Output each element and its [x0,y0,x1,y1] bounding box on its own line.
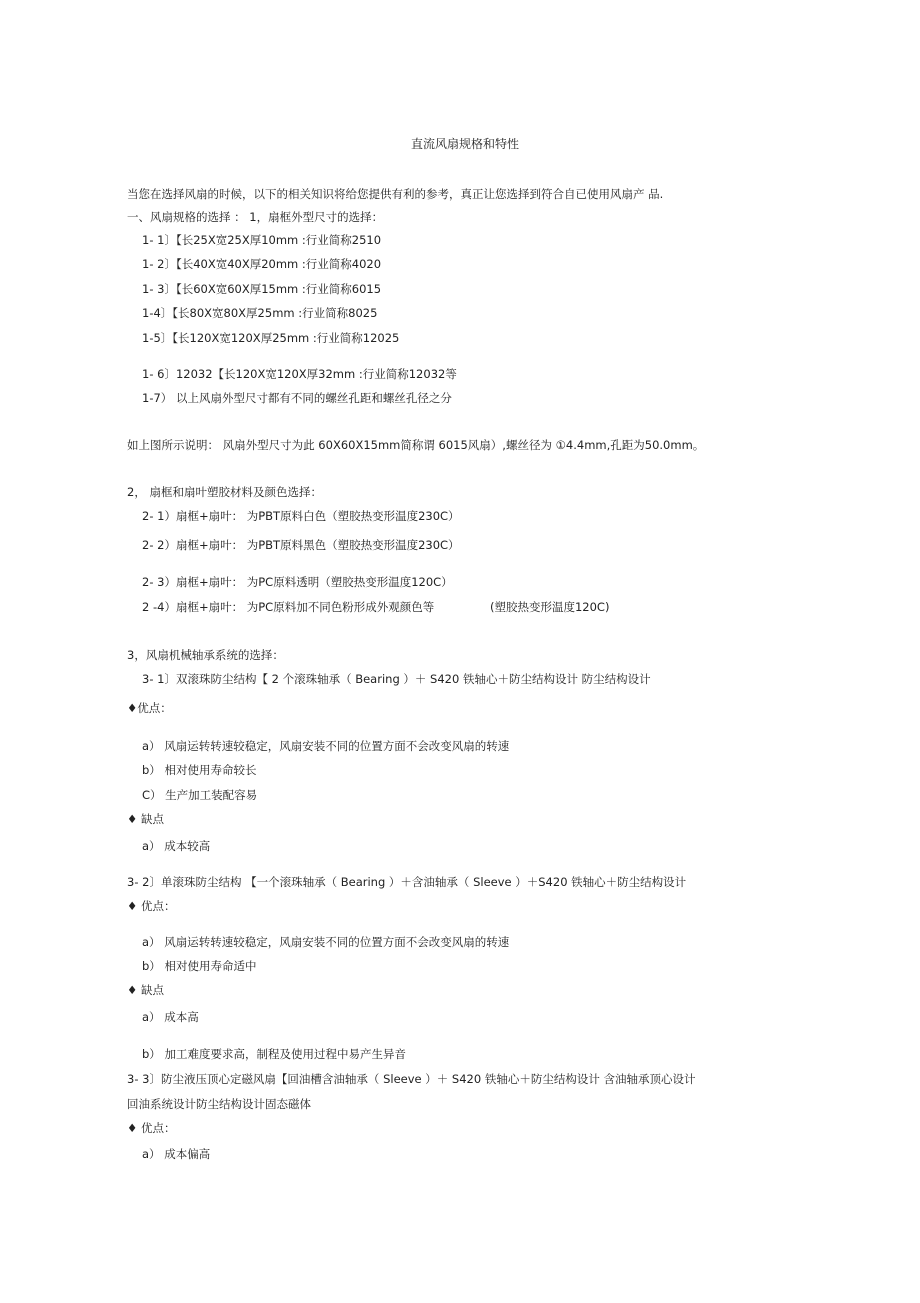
list-item: a） 成本偏高 [142,1147,211,1161]
pros-label: ♦ 优点： [127,1121,176,1135]
list-item: b） 相对使用寿命适中 [142,959,257,973]
section-3-heading: 3，风扇机械轴承系统的选择： [127,648,284,662]
list-item: 1-4〕【长80X宽80X厚25mm :行业简称8025 [142,306,378,320]
list-item: a） 风扇运转转速较稳定，风扇安装不同的位置方面不会改变风扇的转速 [142,739,510,753]
list-item-note: (塑胶热变形温度120C) [490,600,610,614]
list-item: b） 加工难度要求高，制程及使用过程中易产生异音 [142,1047,406,1061]
list-item: 2- 2）扇框+扇叶： 为PBT原料黑色（塑胶热变形温度230C） [142,538,460,552]
bearing-3-title-cont: 回油系统设计防尘结构设计固态磁体 [127,1097,311,1111]
section-1-heading: 一、风扇规格的选择 ： 1，扇框外型尺寸的选择： [127,210,384,224]
list-item: 2 -4）扇框+扇叶： 为PC原料加不同色粉形成外观颜色等 [142,600,435,614]
section-2-heading: 2， 扇框和扇叶塑胶材料及颜色选择： [127,485,322,499]
doc-title: 直流风扇规格和特性 [411,137,520,151]
pros-label: ♦ 优点： [127,899,176,913]
bearing-1-title: 3- 1〕双滚珠防尘结构【 2 个滚珠轴承（ Bearing ）＋ S420 铁轴心＋防尘结构设计 防尘结构设计 [142,672,651,686]
list-item: 1- 3〕【长60X宽60X厚15mm :行业简称6015 [142,282,382,296]
list-item: 2- 1）扇框+扇叶： 为PBT原料白色（塑胶热变形温度230C） [142,509,460,523]
list-item: 1- 2〕【长40X宽40X厚20mm :行业简称4020 [142,257,382,271]
list-item: a） 成本高 [142,1010,199,1024]
list-item: 1-7） 以上风扇外型尺寸都有不同的螺丝孔距和螺丝孔径之分 [142,391,452,405]
cons-label: ♦ 缺点 [127,983,164,997]
bearing-2-title: 3- 2〕单滚珠防尘结构 【一个滚珠轴承（ Bearing ）＋含油轴承（ Sleeve ）＋S420 铁轴心＋防尘结构设计 [127,875,687,889]
figure-note: 如上图所示说明： 风扇外型尺寸为此 60X60X15mm简称谓 6015风扇）,螺丝径为 ①4.4mm,孔距为50.0mm。 [127,438,705,452]
bearing-3-title: 3- 3〕防尘液压顶心定磁风扇【回油槽含油轴承（ Sleeve ）＋ S420 铁轴心＋防尘结构设计 含油轴承顶心设计 [127,1072,696,1086]
list-item: C） 生产加工装配容易 [142,788,258,802]
list-item: 1- 6〕12032【长120X宽120X厚32mm :行业简称12032等 [142,367,457,381]
list-item: 2- 3）扇框+扇叶： 为PC原料透明（塑胶热变形温度120C） [142,575,453,589]
list-item: 1-5〕【长120X宽120X厚25mm :行业简称12025 [142,331,400,345]
list-item: a） 成本较高 [142,839,211,853]
cons-label: ♦ 缺点 [127,812,164,826]
list-item: b） 相对使用寿命较长 [142,763,257,777]
pros-label: ♦优点： [127,701,172,715]
list-item: a） 风扇运转转速较稳定，风扇安装不同的位置方面不会改变风扇的转速 [142,935,510,949]
list-item: 1- 1〕【长25X宽25X厚10mm :行业简称2510 [142,233,382,247]
intro-paragraph: 当您在选择风扇的时候，以下的相关知识将给您提供有利的参考，真正让您选择到符合自已使用风扇产 品. [127,187,664,201]
